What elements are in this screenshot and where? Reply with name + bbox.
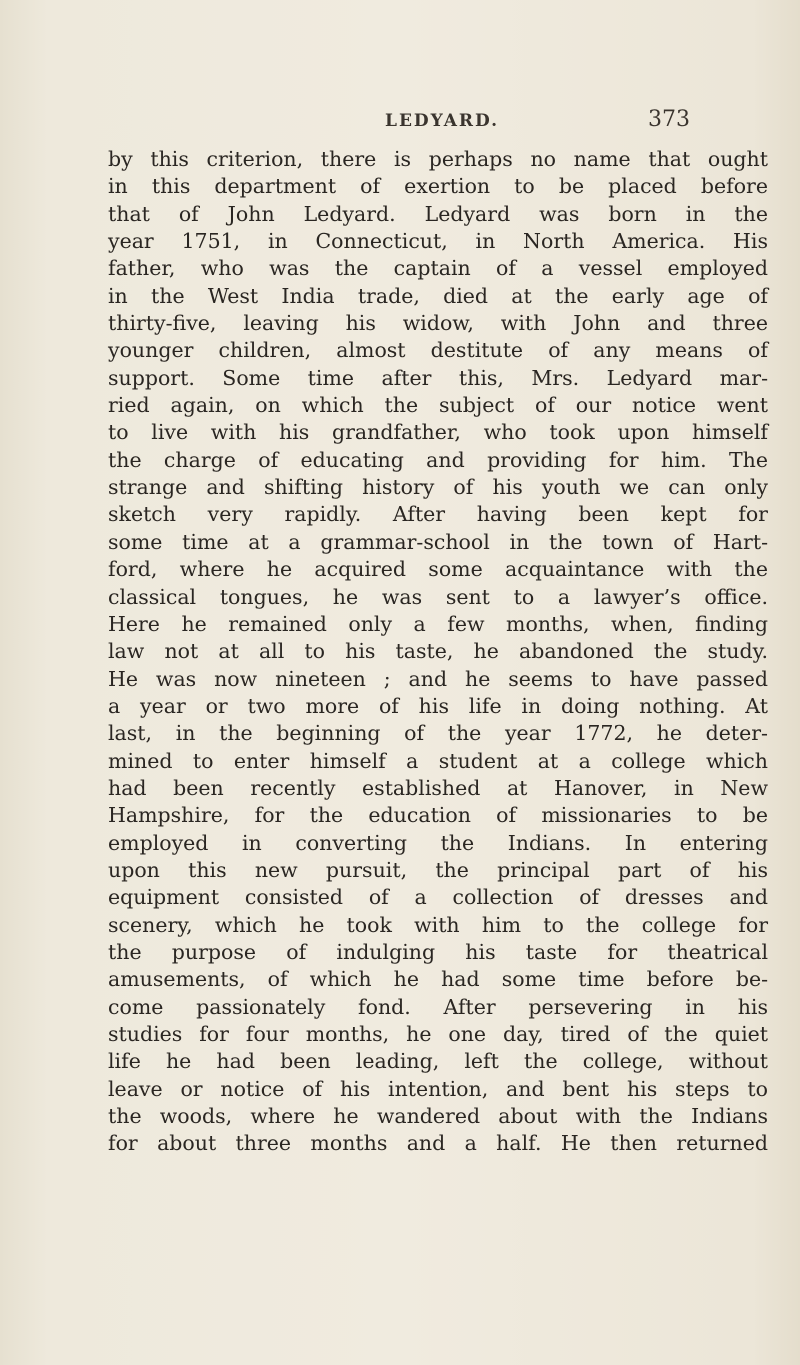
text-line: He was now nineteen ; and he seems to have passed [108, 666, 768, 691]
text-line: scenery, which he took with him to the college for [108, 912, 768, 937]
text-line: had been recently established at Hanover, in New [108, 775, 768, 800]
text-line: law not at all to his taste, he abandoned the study. [108, 639, 768, 664]
text-line: in this department of exertion to be placed before [108, 174, 768, 199]
text-line: Here he remained only a few months, when, finding [108, 611, 768, 636]
text-line: strange and shifting history of his youth we can only [108, 475, 768, 500]
text-line: father, who was the captain of a vessel employed [108, 256, 768, 281]
text-line: in the West India trade, died at the early age of [108, 283, 768, 308]
text-line: ford, where he acquired some acquaintance with the [108, 557, 768, 582]
text-line: last, in the beginning of the year 1772, he deter- [108, 721, 768, 746]
text-line: ried again, on which the subject of our notice went [108, 393, 768, 418]
text-line: equipment consisted of a collection of dresses and [108, 885, 768, 910]
running-title: LEDYARD. [385, 111, 500, 131]
text-line: to live with his grandfather, who took upon himself [108, 420, 768, 445]
text-line: for about three months and a half. He then returned [108, 1131, 768, 1156]
text-line: employed in converting the Indians. In entering [108, 830, 768, 855]
text-line: the woods, where he wandered about with the Indians [108, 1104, 768, 1129]
body-text [108, 146, 768, 1158]
text-line: thirty-five, leaving his widow, with John and three [108, 311, 768, 336]
page-number: 373 [648, 107, 690, 132]
text-line: year 1751, in Connecticut, in North America. His [108, 229, 768, 254]
text-line: classical tongues, he was sent to a lawyer’s office. [108, 584, 768, 609]
text-line: upon this new pursuit, the principal part of his [108, 857, 768, 882]
text-line: by this criterion, there is perhaps no name that ought [108, 147, 768, 171]
text-line: studies for four months, he one day, tired of the quiet [108, 1022, 768, 1046]
text-line: leave or notice of his intention, and bent his steps to [108, 1076, 768, 1101]
text-line: mined to enter himself a student at a college which [108, 748, 768, 773]
text-line: the charge of educating and providing for him. The [108, 447, 768, 472]
running-head [0, 105, 800, 135]
text-line: that of John Ledyard. Ledyard was born in the [108, 201, 768, 226]
text-line: amusements, of which he had some time before be- [108, 967, 768, 992]
text-line: some time at a grammar-school in the town of Hart- [108, 529, 768, 554]
text-line: Hampshire, for the education of missionaries to be [108, 803, 768, 828]
text-line: a year or two more of his life in doing nothing. At [108, 693, 768, 718]
text-line: life he had been leading, left the college, without [108, 1049, 768, 1074]
text-line: younger children, almost destitute of any means of [108, 338, 768, 363]
text-line: come passionately fond. After persevering in his [108, 994, 768, 1019]
text-line: support. Some time after this, Mrs. Ledyard mar- [108, 365, 768, 390]
text-line: the purpose of indulging his taste for theatrical [108, 939, 768, 964]
text-line: sketch very rapidly. After having been kept for [108, 502, 768, 527]
